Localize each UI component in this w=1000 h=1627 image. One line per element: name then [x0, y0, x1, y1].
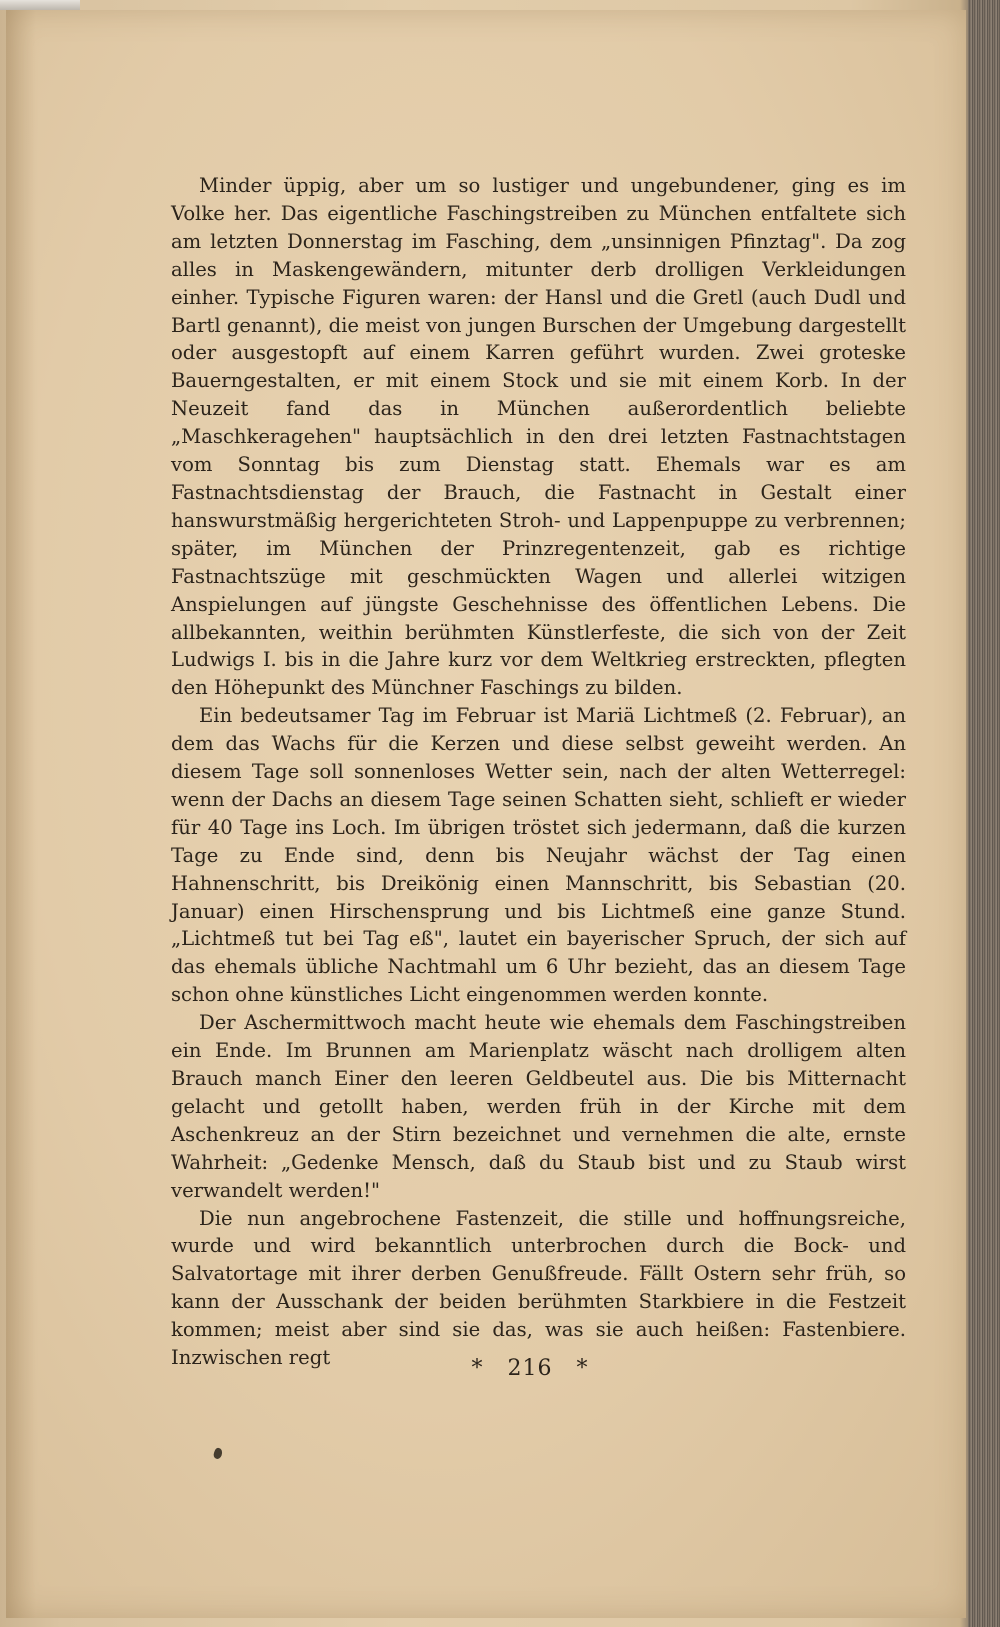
paragraph-lichtmess: Ein bedeutsamer Tag im Februar ist Mariä Lichtmeß (2. Februar), an dem das Wachs für die Kerzen und diese selbst geweiht werden. An diesem Tage soll sonnenloses Wetter sein, nach der alten Wetterregel: wenn der Dachs an diesem Tage seinen Schatten sieht, schlieft er wieder für 40 Tage ins Loch. Im übrigen tröstet sich jedermann, daß die kurzen Tage zu Ende sind, denn bis Neujahr wächst der Tag einen Hahnenschritt, bis Dreikönig einen Mannschritt, bis Sebastian (20. Januar) einen Hirschensprung und bis Lichtmeß eine ganze Stund. „Lichtmeß tut bei Tag eß", lautet ein bayerischer Spruch, der sich auf das ehemals übliche Nachtmahl um 6 Uhr bezieht, das an diesem Tage schon ohne künstliches Licht eingenommen werden konnte.: [171, 704, 906, 1007]
body-text: [171, 172, 906, 1372]
scan-top-margin: [0, 0, 80, 10]
folio-star-right: *: [576, 1356, 589, 1381]
page-number: [0, 1356, 1000, 1381]
page-stack-edge: [968, 0, 1000, 1627]
paragraph-aschermittwoch: Der Aschermittwoch macht heute wie ehemals dem Faschingstreiben ein Ende. Im Brunnen am Marienplatz wäscht nach drolligem alten Brauch manch Einer den leeren Geldbeutel aus. Die bis Mitternacht gelacht und getollt haben, werden früh in der Kirche mit dem Aschenkreuz an der Stirn bezeichnet und vernehmen die alte, ernste Wahrheit: „Gedenke Mensch, daß du Staub bist und zu Staub wirst verwandelt werden!": [171, 1011, 906, 1202]
paragraph-fasching: Minder üppig, aber um so lustiger und ungebundener, ging es im Volke her. Das eigentliche Faschingstreiben zu München entfaltete sich am letzten Donnerstag im Fasching, dem „unsinnigen Pfinztag". Da zog alles in Maskengewändern, mitunter derb drolligen Verkleidungen einher. Typische Figuren waren: der Hansl und die Gretl (auch Dudl und Bartl genannt), die meist von jungen Burschen der Umgebung dargestellt oder ausgestopft auf einem Karren geführt wurden. Zwei groteske Bauerngestalten, er mit einem Stock und sie mit einem Korb. In der Neuzeit fand das in München außerordentlich beliebte „Maschkeragehen" hauptsächlich in den drei letzten Fastnachtstagen vom Sonntag bis zum Dienstag statt. Ehemals war es am Fastnachtsdienstag der Brauch, die Fastnacht in Gestalt einer hanswurstmäßig hergerichteten Stroh- und Lappenpuppe zu verbrennen; später, im München der Prinzregentenzeit, gab es richtige Fastnachtszüge mit geschmückten Wagen und allerlei witzigen Anspielungen auf jüngste Geschehnisse des öffentlichen Lebens. Die allbekannten, weithin berühmten Künstlerfeste, die sich von der Zeit Ludwigs I. bis in die Jahre kurz vor dem Weltkrieg erstreckten, pflegten den Höhepunkt des Münchner Faschings zu bilden.: [171, 174, 906, 700]
folio-number: 216: [507, 1356, 553, 1381]
paragraph-fastenzeit: Die nun angebrochene Fastenzeit, die stille und hoffnungsreiche, wurde und wird bekanntlich unterbrochen durch die Bock- und Salvatortage mit ihrer derben Genußfreude. Fällt Ostern sehr früh, so kann der Ausschank der beiden berühmten Starkbiere in die Festzeit kommen; meist aber sind sie das, was sie auch heißen: Fastenbiere. Inzwischen regt: [171, 1206, 906, 1370]
folio-star-left: *: [471, 1356, 484, 1381]
